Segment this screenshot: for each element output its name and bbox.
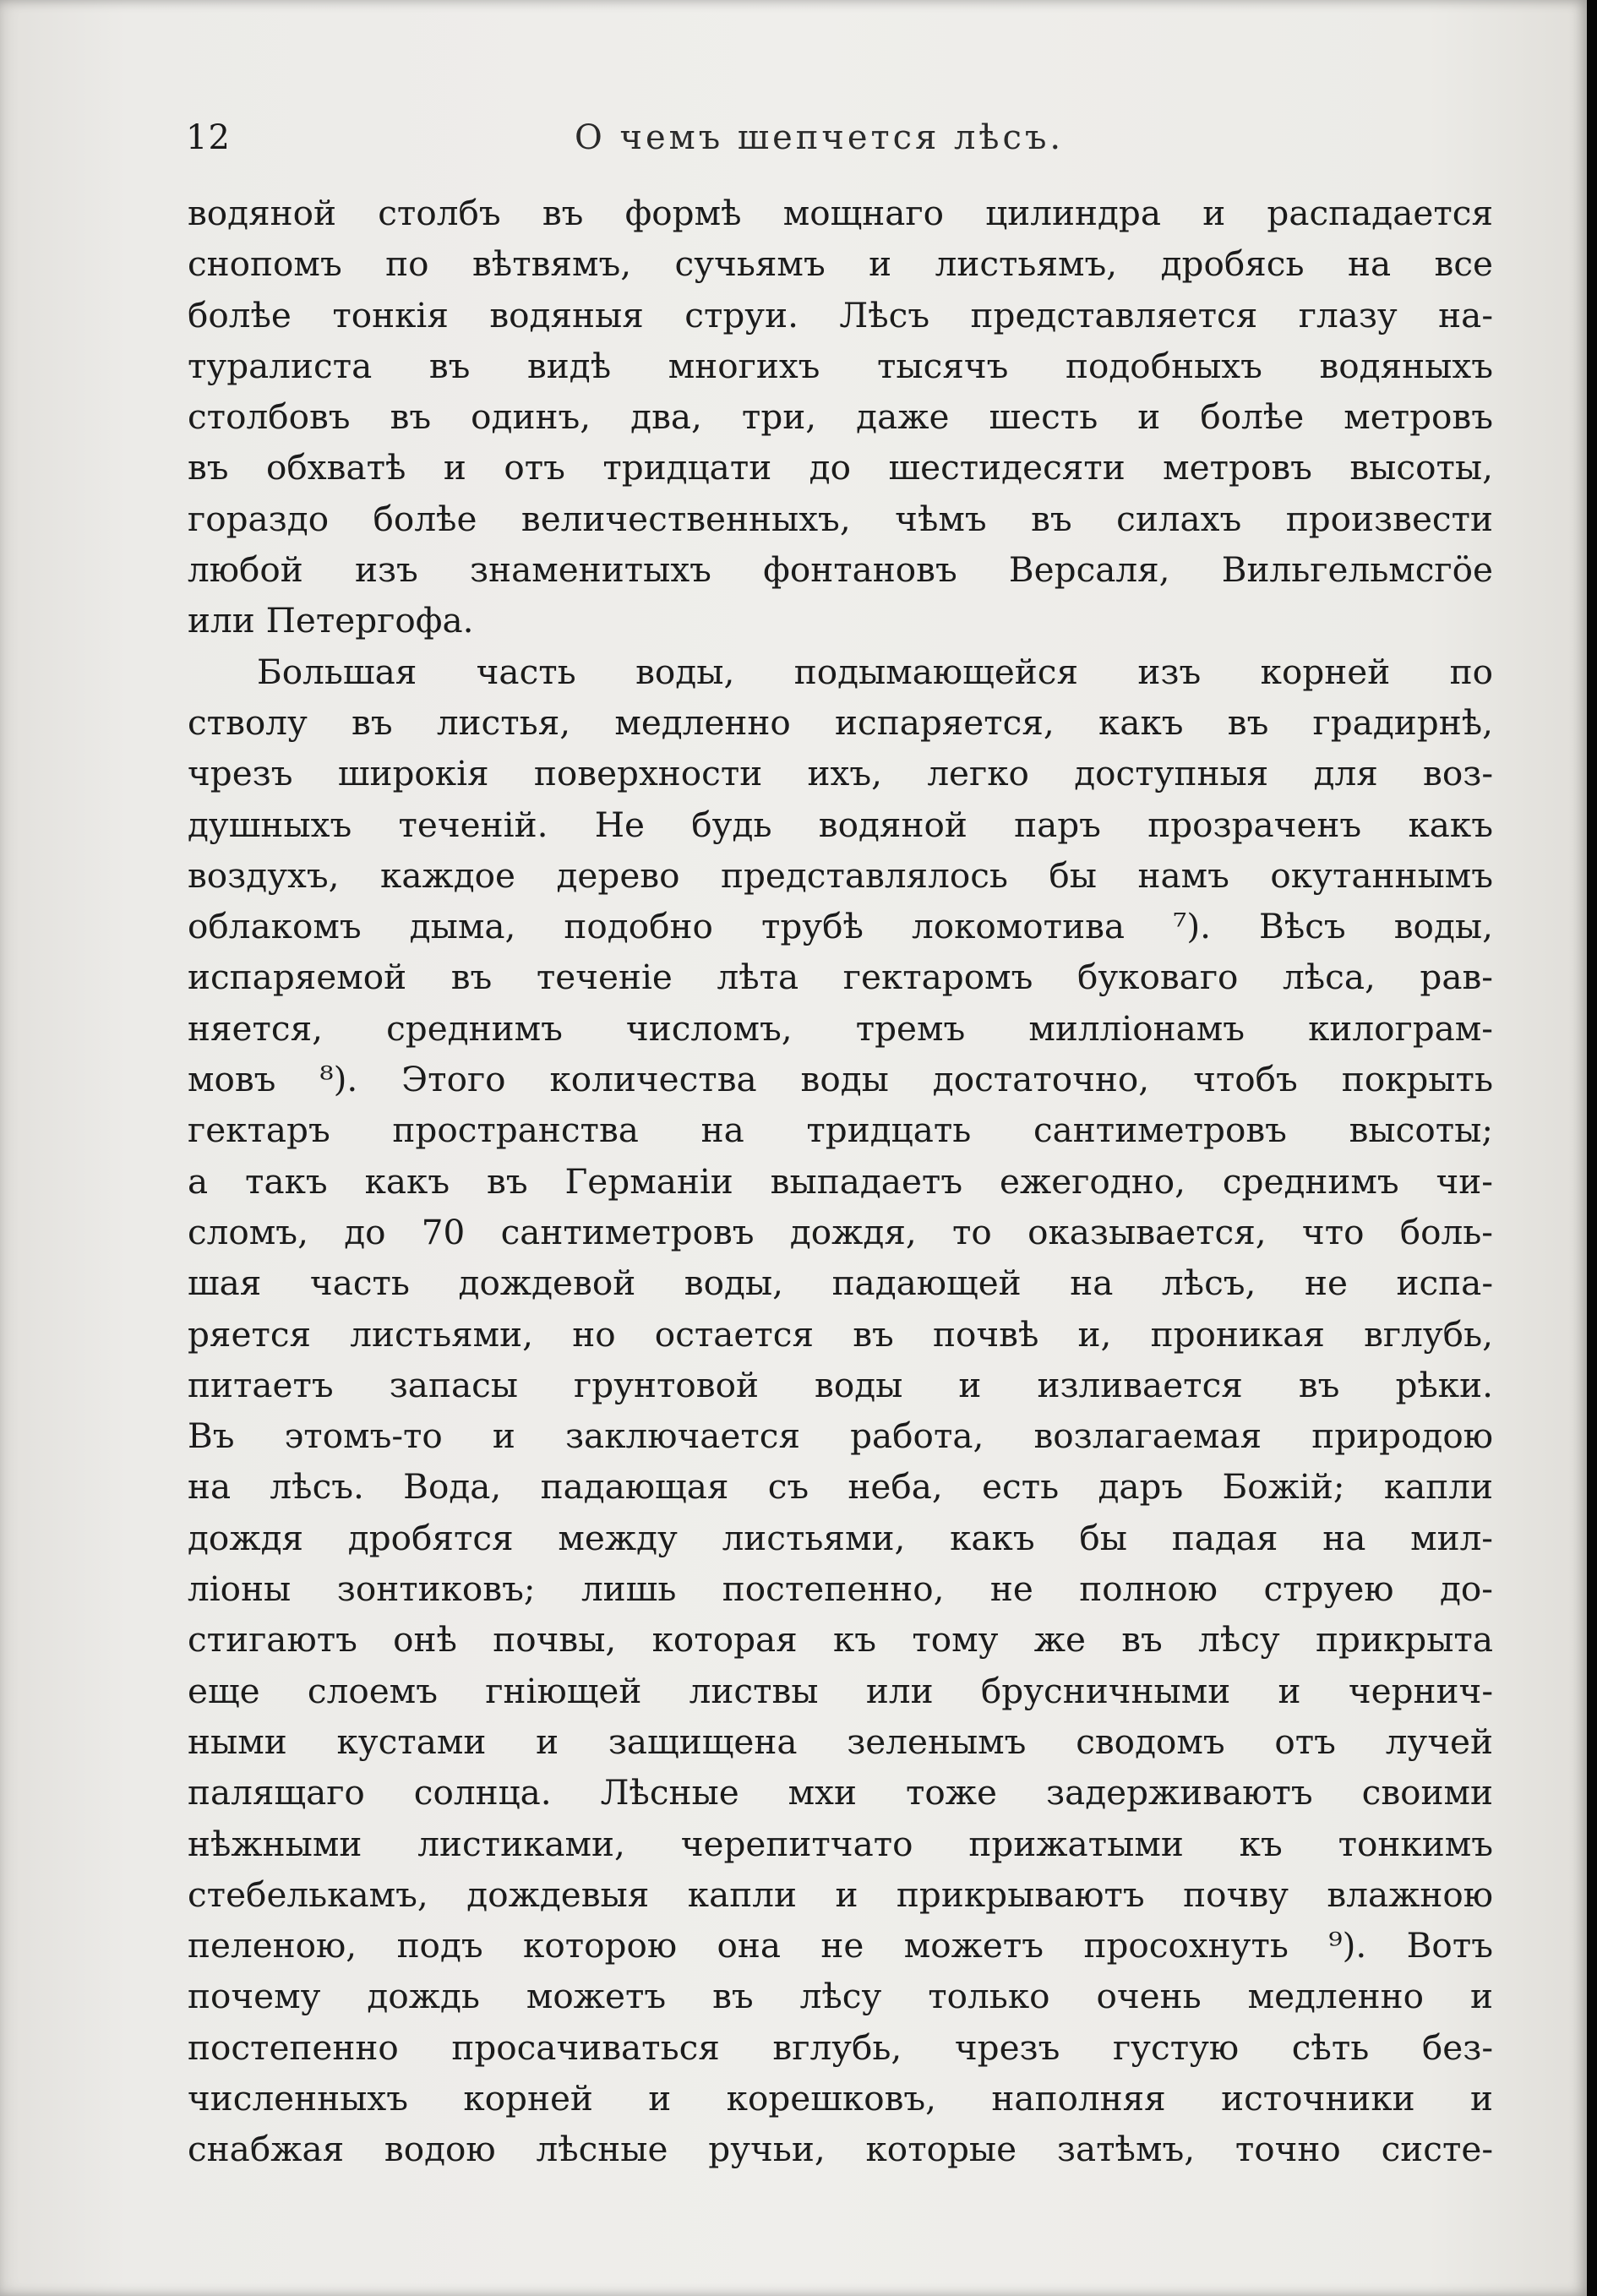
text-line: гектаръ пространства на тридцать сантиметровъ высоты; [188, 1110, 1493, 1151]
running-head [186, 118, 1487, 169]
text-line: въ обхватѣ и отъ тридцати до шестидесяти метровъ высоты, [188, 447, 1493, 488]
text-line: постепенно просачиваться вглубь, чрезъ густую сѣть без- [188, 2026, 1493, 2068]
text-line: водяной столбъ въ формѣ мощнаго цилиндра и распадается [188, 193, 1493, 233]
running-title: О чемъ шепчется лѣсъ. [575, 118, 1065, 157]
text-line: почему дождь можетъ въ лѣсу только очень медленно и [188, 1976, 1493, 2017]
text-line: палящаго солнца. Лѣсные мхи тоже задерживаютъ своими [188, 1772, 1493, 1813]
text-line: чрезъ широкія поверхности ихъ, легко доступныя для воз- [188, 753, 1493, 794]
text-line: стволу въ листья, медленно испаряется, какъ въ градирнѣ, [188, 701, 1493, 743]
text-line: сломъ, до 70 сантиметровъ дождя, то оказывается, что боль- [188, 1211, 1493, 1252]
text-line: няется, среднимъ числомъ, тремъ милліонамъ килограм- [188, 1007, 1493, 1049]
paragraph-end-line: или Петергофа. [188, 600, 474, 641]
text-line: снабжая водою лѣсные ручьи, которые затѣмъ, точно систе- [188, 2129, 1493, 2170]
text-line: болѣе тонкія водяныя струи. Лѣсъ представляется глазу на- [188, 294, 1493, 335]
text-line: шая часть дождевой воды, падающей на лѣсъ, не испа- [188, 1263, 1493, 1304]
text-line: снопомъ по вѣтвямъ, сучьямъ и листьямъ, дробясь на все [188, 243, 1493, 285]
text-line: мовъ ⁸). Этого количества воды достаточно, чтобъ покрыть [188, 1059, 1493, 1100]
text-line: пеленою, подъ которою она не можетъ просохнуть ⁹). Вотъ [188, 1925, 1493, 1966]
text-line: ными кустами и защищена зеленымъ сводомъ отъ лучей [188, 1721, 1493, 1762]
text-line: столбовъ въ одинъ, два, три, даже шесть и болѣе метровъ [188, 396, 1493, 438]
text-line: еще слоемъ гніющей листвы или брусничными и чернич- [188, 1670, 1493, 1711]
text-line: Въ этомъ-то и заключается работа, возлагаемая природою [188, 1415, 1493, 1457]
text-line: питаетъ запасы грунтовой воды и изливается въ рѣки. [188, 1364, 1493, 1405]
text-line: ряется листьями, но остается въ почвѣ и, проникая вглубь, [188, 1313, 1493, 1355]
body-text [188, 188, 1493, 2175]
text-line: воздухъ, каждое дерево представлялось бы намъ окутаннымъ [188, 854, 1493, 896]
text-line: душныхъ теченій. Не будь водяной паръ прозраченъ какъ [188, 804, 1493, 845]
text-line: ліоны зонтиковъ; лишь постепенно, не полною струею до- [188, 1568, 1493, 1610]
text-line: нѣжными листиками, черепитчато прижатыми къ тонкимъ [188, 1823, 1493, 1864]
page-number: 12 [186, 118, 231, 157]
text-line: дождя дробятся между листьями, какъ бы падая на мил- [188, 1517, 1493, 1558]
text-line: любой изъ знаменитыхъ фонтановъ Версаля, Вильгельмсгöе [188, 549, 1493, 591]
text-line: стебелькамъ, дождевыя капли и прикрываютъ почву влажною [188, 1873, 1493, 1915]
text-line: облакомъ дыма, подобно трубѣ локомотива ⁷). Вѣсъ воды, [188, 906, 1493, 947]
text-line: гораздо болѣе величественныхъ, чѣмъ въ силахъ произвести [188, 498, 1493, 539]
text-line: численныхъ корней и корешковъ, наполняя источники и [188, 2077, 1493, 2119]
text-line: стигаютъ онѣ почвы, которая къ тому же въ лѣсу прикрыта [188, 1619, 1493, 1661]
text-line: а такъ какъ въ Германіи выпадаетъ ежегодно, среднимъ чи- [188, 1160, 1493, 1202]
text-line: на лѣсъ. Вода, падающая съ неба, есть даръ Божій; капли [188, 1466, 1493, 1508]
text-line: туралиста въ видѣ многихъ тысячъ подобныхъ водяныхъ [188, 345, 1493, 386]
paragraph-start-line: Большая часть воды, подымающейся изъ корней по [257, 651, 1493, 692]
book-spine-shadow [1587, 0, 1597, 2296]
text-line: испаряемой въ теченіе лѣта гектаромъ буковаго лѣса, рав- [188, 957, 1493, 998]
